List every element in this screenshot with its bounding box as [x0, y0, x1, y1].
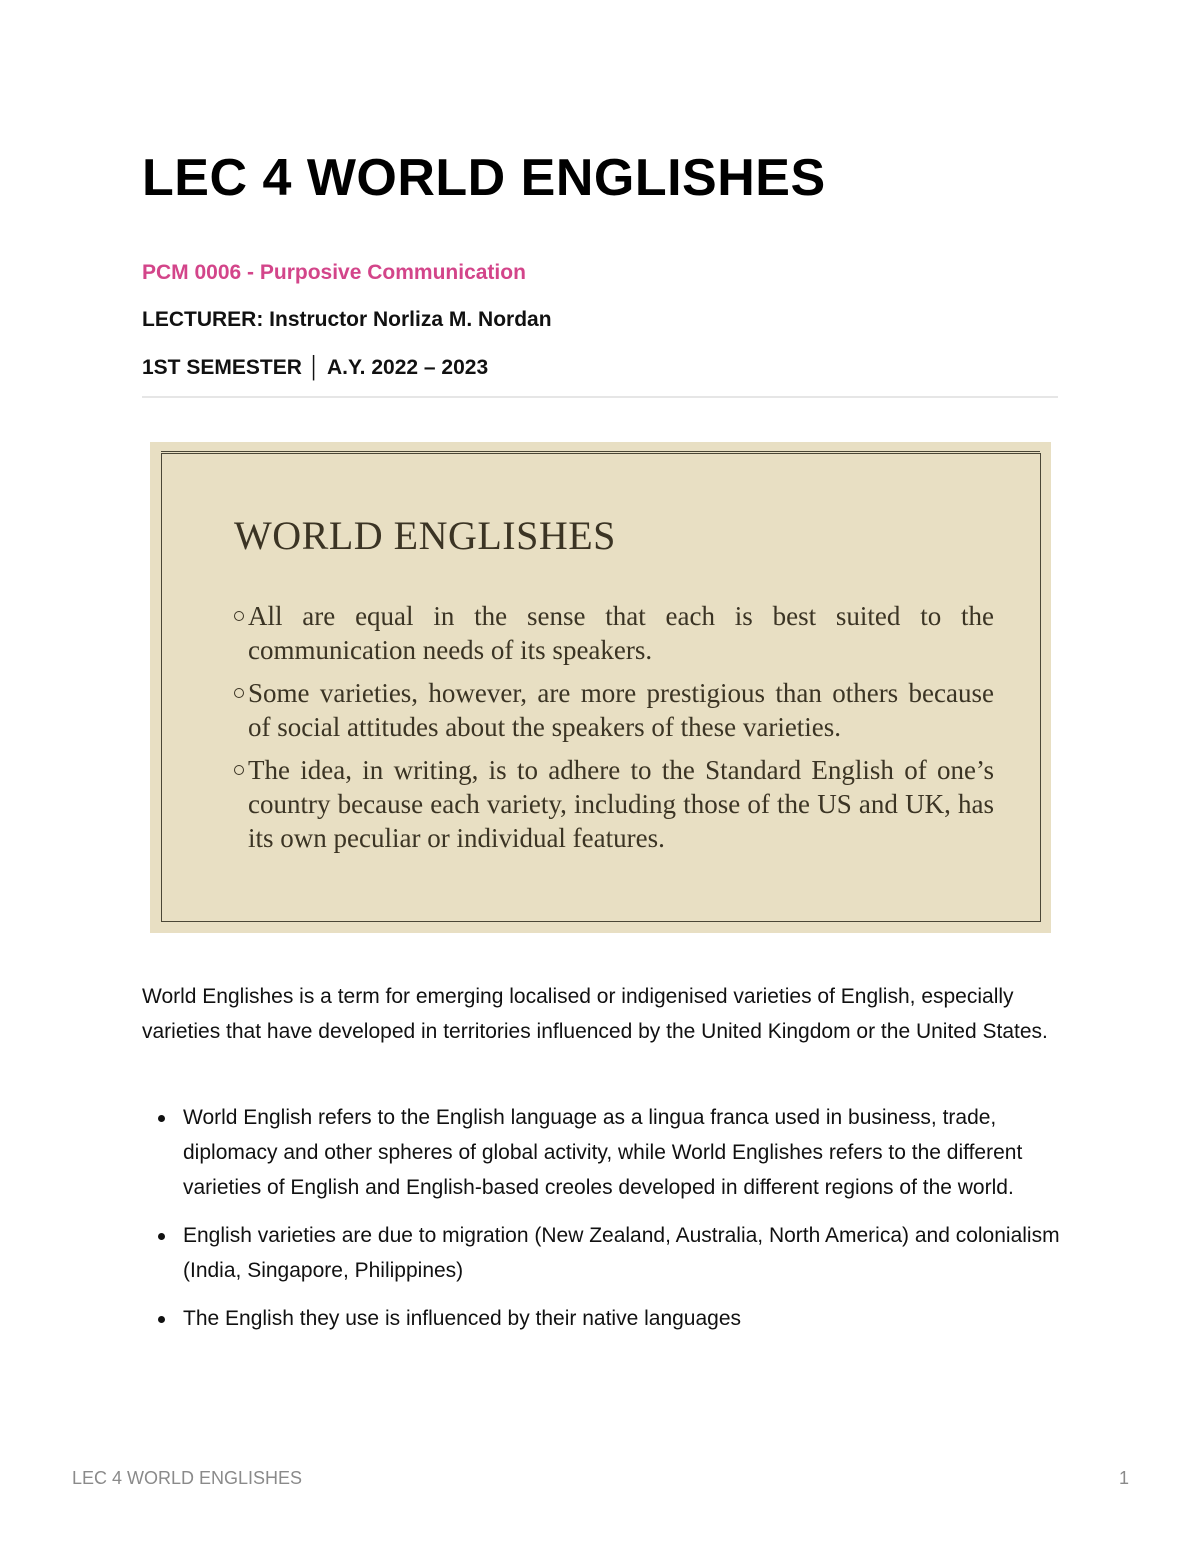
academic-year: A.Y. 2022 – 2023 — [327, 356, 489, 379]
slide-frame — [161, 453, 1041, 922]
semester-label: 1ST SEMESTER — [142, 356, 302, 379]
footer-title: LEC 4 WORLD ENGLISHES — [72, 1468, 303, 1488]
body-bullet-list — [142, 1100, 1062, 1349]
slide-title: WORLD ENGLISHES — [234, 513, 616, 558]
slide-bullet-text: The idea, in writing, is to adhere to the Standard English of one’s country because each variety, including those of the US and UK, has its own peculiar or individual features. — [248, 755, 994, 853]
body-bullet — [142, 1301, 1062, 1336]
bullet-dot-icon — [158, 1115, 165, 1122]
bullet-dot-icon — [158, 1233, 165, 1240]
separator: │ — [307, 356, 321, 379]
header-divider — [142, 396, 1058, 398]
bullet-dot-icon — [158, 1316, 165, 1323]
slide-bullet-text: All are equal in the sense that each is best suited to the communication needs of its speakers. — [248, 601, 994, 665]
body-bullet — [142, 1100, 1062, 1205]
slide-bullet — [234, 599, 994, 667]
slide-image — [150, 442, 1051, 933]
slide-bullet-text: Some varieties, however, are more prestigious than others because of social attitudes about the speakers of these varieties. — [248, 678, 994, 742]
ring-bullet-icon — [234, 765, 244, 775]
body-bullet-text: English varieties are due to migration (New Zealand, Australia, North America) and colonialism (India, Singapore, Philippines) — [183, 1224, 1060, 1282]
slide-bullet — [234, 753, 994, 855]
lecturer-name: : Instructor Norliza M. Nordan — [256, 308, 552, 331]
page-title: LEC 4 WORLD ENGLISHES — [142, 149, 826, 207]
slide-bullet — [234, 676, 994, 744]
intro-paragraph: World Englishes is a term for emerging localised or indigenised varieties of English, especially varieties that have developed in territories influenced by the United Kingdom or the United States. — [142, 985, 1048, 1043]
ring-bullet-icon — [234, 611, 244, 621]
slide-bullet-list — [234, 599, 994, 864]
body-bullet-text: World English refers to the English language as a lingua franca used in business, trade, diplomacy and other spheres of global activity, while World Englishes refers to the different varieties of English and English-based creoles developed in different regions of the world. — [183, 1106, 1023, 1199]
lecturer-line — [142, 306, 552, 334]
body-bullet-text: The English they use is influenced by their native languages — [183, 1307, 742, 1330]
ring-bullet-icon — [234, 688, 244, 698]
semester-line — [142, 354, 488, 382]
course-name: PCM 0006 - Purposive Communication — [142, 261, 526, 284]
body-bullet — [142, 1218, 1062, 1288]
lecturer-label: LECTURER — [142, 308, 257, 331]
page-number: 1 — [1118, 1468, 1129, 1488]
